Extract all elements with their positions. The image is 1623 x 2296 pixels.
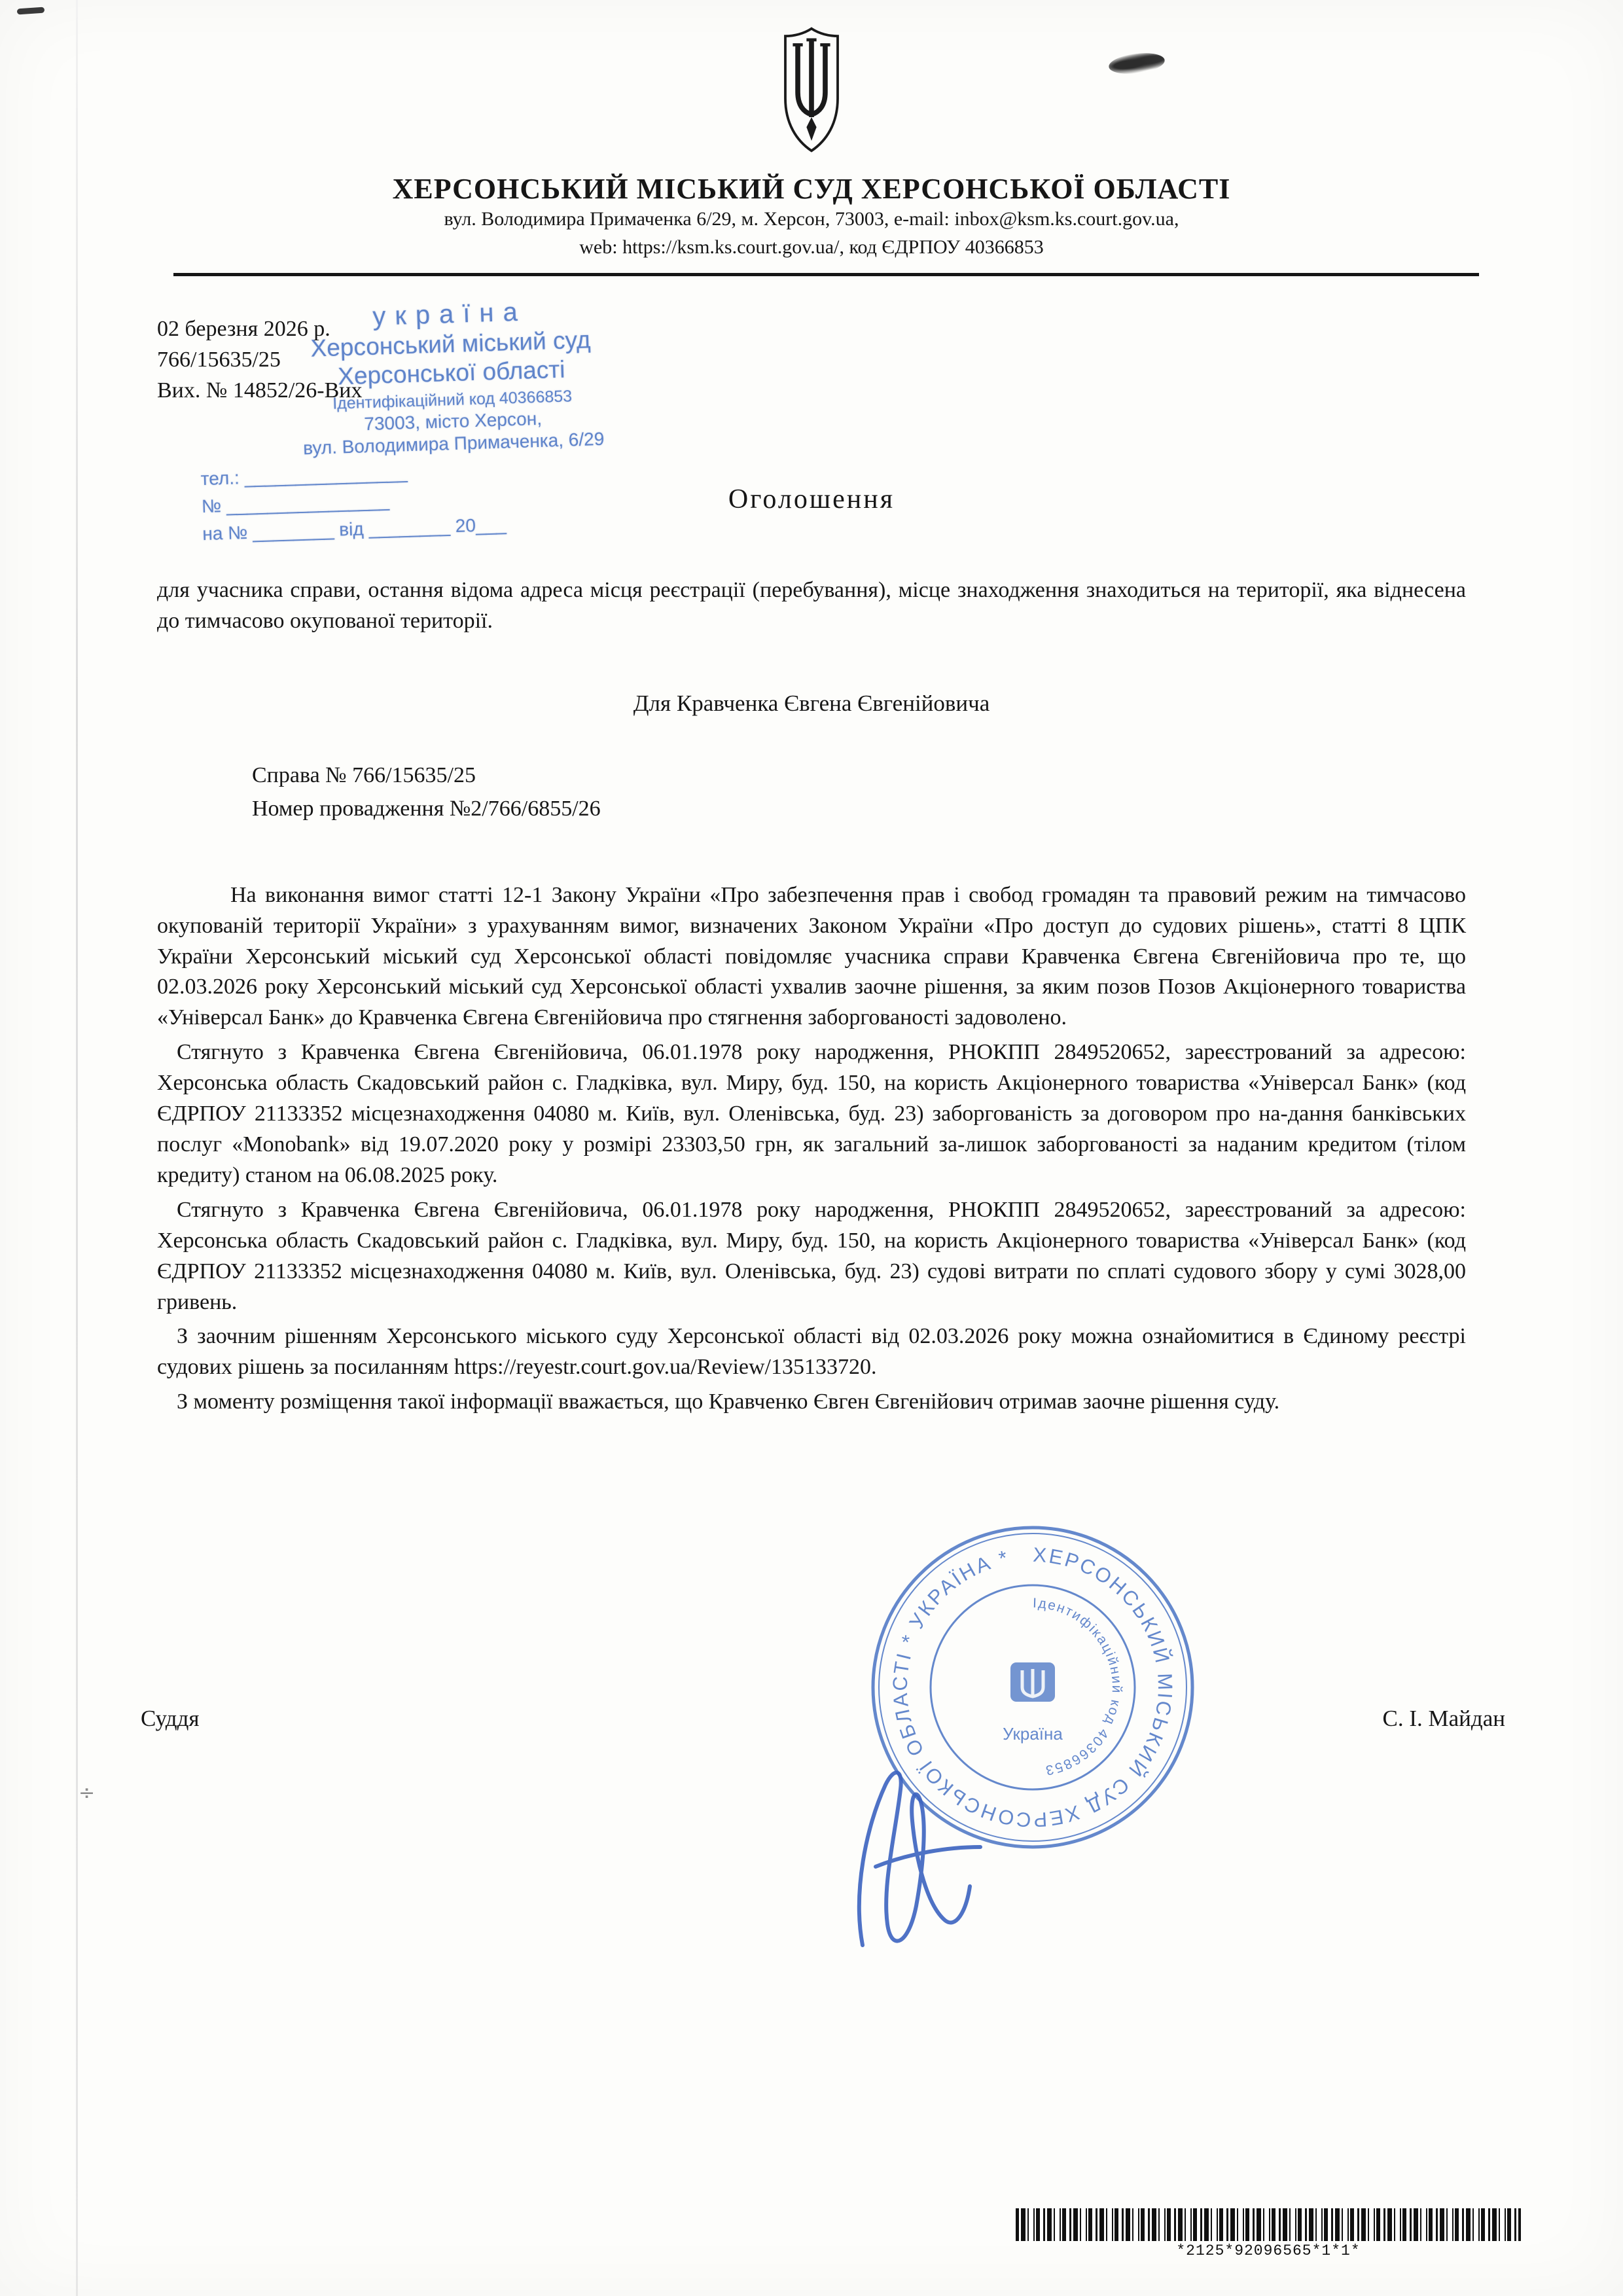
meta-block — [157, 314, 1466, 406]
body-paragraph-4: З заочним рішенням Херсонського міського суду Херсонської області від 02.03.2026 року можна ознайомитися в Єдиному реєстрі судових рішень за посиланням https://reyestr.court.gov.ua/Review/135133720. — [157, 1324, 1466, 1380]
judge-role-label: Суддя — [141, 1706, 200, 1732]
court-address-line2: web: https://ksm.ks.court.gov.ua/, код ЄДРПОУ 40366853 — [579, 236, 1044, 258]
court-address-line1: вул. Володимира Примаченка 6/29, м. Херсон, 73003, e-mail: inbox@ksm.ks.court.gov.ua, — [444, 208, 1179, 230]
proceeding-line: Номер провадження №2/766/6855/26 — [252, 796, 601, 821]
body-paragraph-5: З моменту розміщення такої інформації вважається, що Кравченко Євген Євгенійович отримав заочне рішення суду. — [177, 1390, 1280, 1414]
addressee-line: Для Кравченка Євгена Євгенійовича — [633, 690, 990, 716]
body-paragraph-2: Стягнуто з Кравченка Євгена Євгенійовича, 06.01.1978 року народження, РНОКПП 2849520652, зареєстрований за адресою: Херсонська область Скадовський район с. Гладківка, вул. Миру, буд. 150, на користь Акціонерного товариства «Універсал Банк» (код ЄДРПОУ 21133352 місцезнаходження 04080 м. Київ, вул. Оленівська, буд. 23) заборгованість за договором про на-дання банківських послуг «Monobank» від 19.07.2020 року у розмірі 23303,50 грн, як загальний за-лишок заборгованості за наданим кредитом (тілом кредиту) станом на 06.08.2025 року. — [157, 1040, 1466, 1187]
case-info-block — [157, 759, 1466, 825]
document-date: 02 березня 2026 р. — [157, 317, 330, 342]
outgoing-number: Вих. № 14852/26-Вих — [157, 378, 363, 403]
ukraine-trident-emblem-icon — [780, 25, 843, 156]
judge-signature — [817, 1749, 1052, 1978]
document-title: Оголошення — [728, 484, 895, 514]
intro-paragraph: для учасника справи, остання відома адреса місця реєстрації (перебування), місце знаходження знаходиться на території, яка віднесена до тимчасово окупованої території. — [157, 577, 1466, 633]
barcode — [1016, 2208, 1521, 2241]
case-line: Справа № 766/15635/25 — [252, 762, 476, 787]
corner-stamp-city: 73003, місто Херсон, — [363, 408, 543, 435]
barcode-block — [1016, 2208, 1521, 2259]
seal-country-text: Україна — [1003, 1724, 1063, 1744]
corner-stamp-court-line1: Херсонський міський суд — [310, 326, 591, 362]
emblem-wrap — [157, 25, 1466, 159]
scan-dots-artifact: ÷ — [79, 1782, 96, 1804]
seal-ring-text: ХЕРСОНСЬКИЙ МІСЬКИЙ СУД ХЕРСОНСЬКОЇ ОБЛАСТІ * УКРАЇНА * — [888, 1543, 1177, 1832]
header-divider — [173, 273, 1479, 276]
case-number: 766/15635/25 — [157, 348, 281, 372]
signature-row — [141, 1706, 1505, 1732]
corner-stamp-country: україна — [372, 297, 527, 331]
body-paragraph-3: Стягнуто з Кравченка Євгена Євгенійовича, 06.01.1978 року народження, РНОКПП 2849520652, зареєстрований за адресою: Херсонська область Скадовський район с. Гладківка, вул. Миру, буд. 150, на користь Акціонерного товариства «Універсал Банк» (код ЄДРПОУ 21133352 місцезнаходження 04080 м. Київ, вул. Оленівська, буд. 23) судові витрати по сплаті судового збору у сумі 3028,00 гривень. — [157, 1197, 1466, 1314]
seal-inner-ring-text: Ідентифікаційний код 40366853 — [1032, 1595, 1125, 1778]
court-name: ХЕРСОНСЬКИЙ МІСЬКИЙ СУД ХЕРСОНСЬКОЇ ОБЛАСТІ — [392, 173, 1231, 205]
corner-stamp-id-code: Ідентифікаційний код 40366853 — [332, 387, 573, 413]
body-text — [157, 880, 1466, 1418]
barcode-text: *2125*92096565*1*1* — [1176, 2242, 1361, 2259]
judge-name: С. І. Майдан — [1382, 1706, 1505, 1732]
corner-stamp-phone: тел.: ________________ — [200, 462, 408, 490]
corner-stamp-reply-line: на № ________ від ________ 20___ — [202, 514, 507, 545]
corner-stamp-number: № ________________ — [201, 490, 390, 517]
body-paragraph-1: На виконання вимог статті 12-1 Закону України «Про забезпечення прав і свобод громадян та правовий режим на тимчасово окупованій території України» з урахуванням вимог, визначених Законом України «Про доступ до судових рішень», статті 8 ЦПК України Херсонський міський суд Херсонської області повідомляє учасника справи Кравченка Євгена Євгенійовича про те, що 02.03.2026 року Херсонський міський суд Херсонської області ухвалив заочне рішення, за яким позов Позов Акціонерного товариства «Універсал Банк» до Кравченка Євгена Євгенійовича про стягнення заборгованості задоволено. — [157, 882, 1466, 1030]
corner-stamp-court-line2: Херсонської області — [337, 355, 565, 390]
corner-stamp-street: вул. Володимира Примаченка, 6/29 — [302, 428, 605, 459]
